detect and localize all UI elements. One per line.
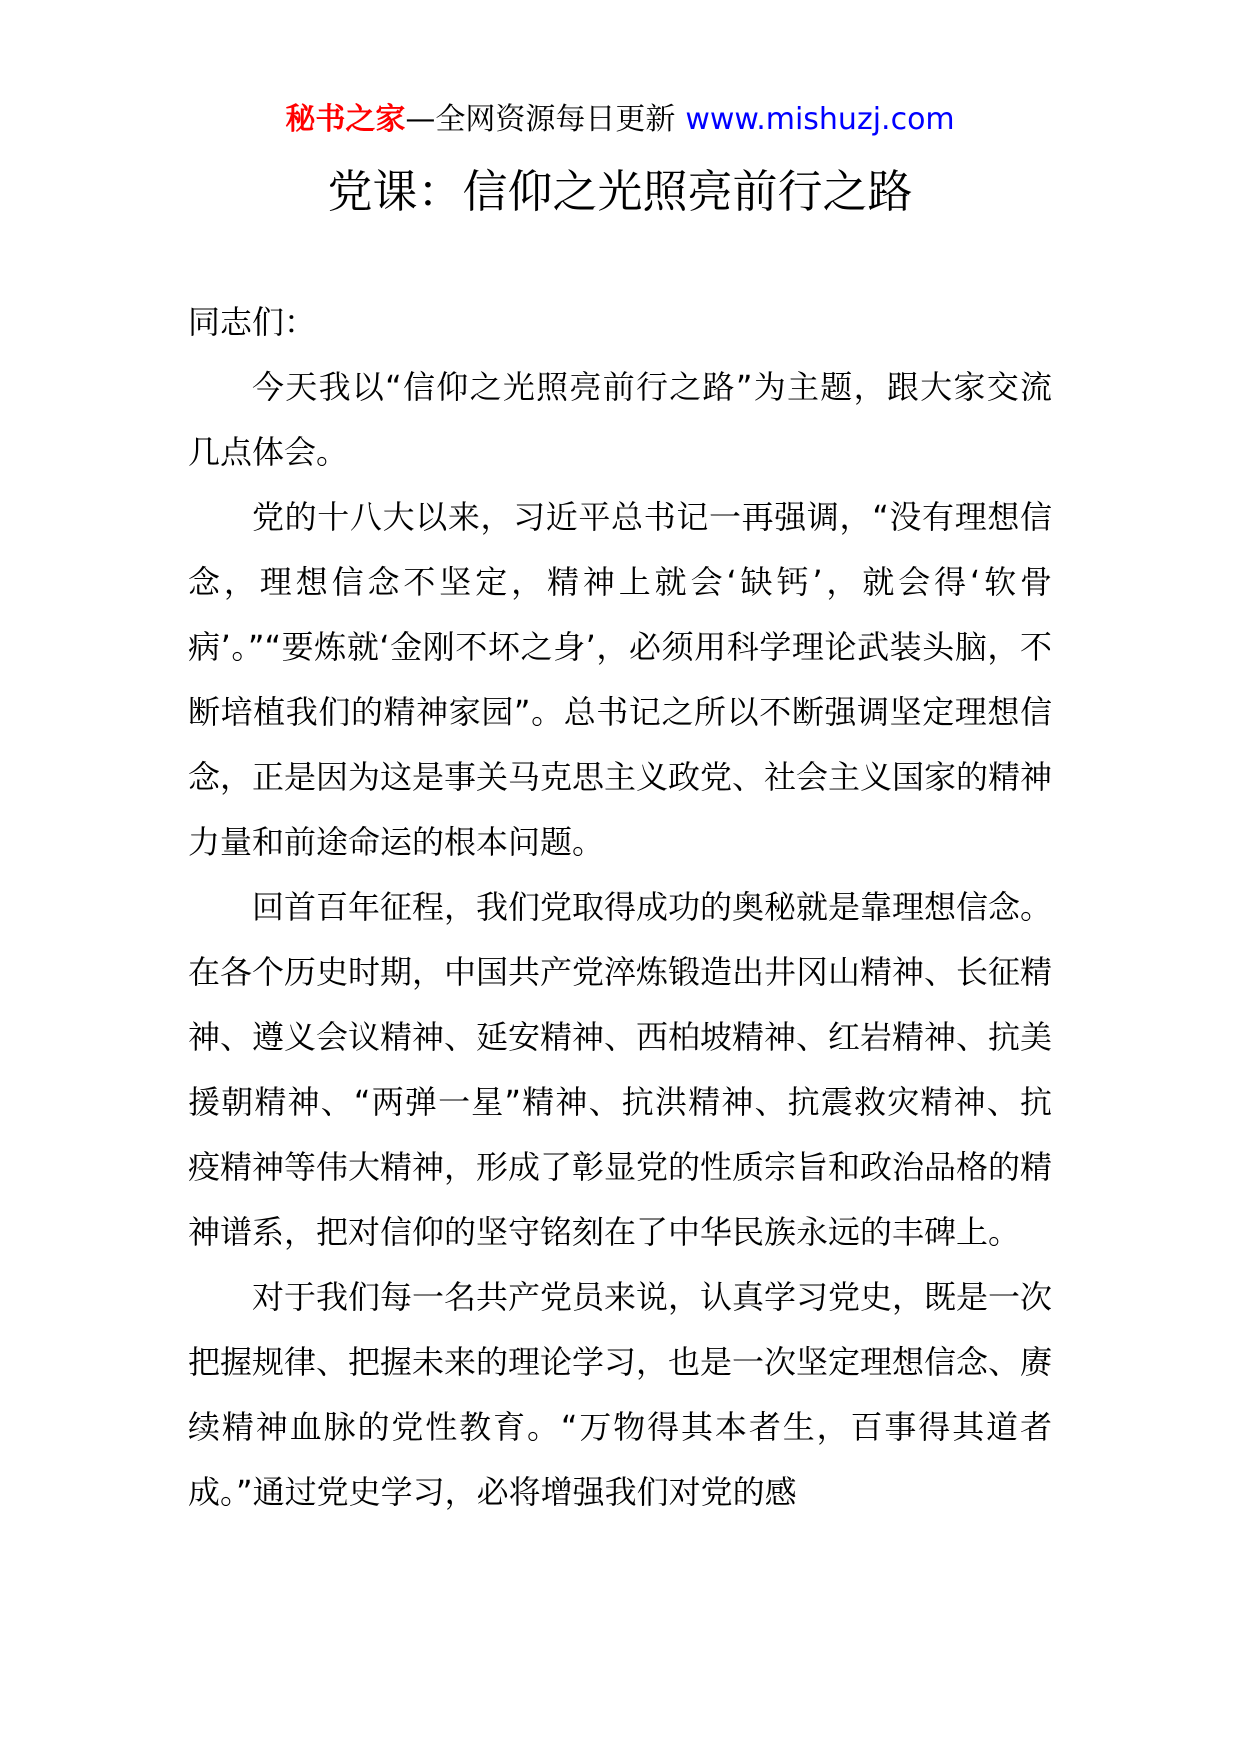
site-banner [0, 100, 1240, 140]
paragraph-1: 今天我以“信仰之光照亮前行之路”为主题，跟大家交流几点体会。 [188, 368, 1052, 471]
site-url-link[interactable]: www.mishuzj.com [685, 102, 955, 137]
document-title: 党课：信仰之光照亮前行之路 [327, 165, 913, 218]
salutation: 同志们： [188, 303, 317, 341]
document-body [188, 290, 1052, 1525]
site-brand: 秘书之家 [285, 102, 406, 137]
site-tagline: —全网资源每日更新 [405, 102, 676, 137]
paragraph-4: 对于我们每一名共产党员来说，认真学习党史，既是一次把握规律、把握未来的理论学习，也是一次坚定理想信念、赓续精神血脉的党性教育。“万物得其本者生，百事得其道者成。”通过党史学习，必将增强我们对党的感 [188, 1278, 1053, 1511]
paragraph-2: 党的十八大以来，习近平总书记一再强调，“没有理想信念，理想信念不坚定，精神上就会‘缺钙’，就会得‘软骨病’。”“要炼就‘金刚不坏之身’，必须用科学理论武装头脑，不断培植我们的精神家园”。总书记之所以不断强调坚定理想信念，正是因为这是事关马克思主义政党、社会主义国家的精神力量和前途命运的根本问题。 [188, 498, 1053, 861]
paragraph-3: 回首百年征程，我们党取得成功的奥秘就是靠理想信念。在各个历史时期，中国共产党淬炼锻造出井冈山精神、长征精神、遵义会议精神、延安精神、西柏坡精神、红岩精神、抗美援朝精神、“两弹一星”精神、抗洪精神、抗震救灾精神、抗疫精神等伟大精神，形成了彰显党的性质宗旨和政治品格的精神谱系，把对信仰的坚守铭刻在了中华民族永远的丰碑上。 [188, 888, 1053, 1251]
